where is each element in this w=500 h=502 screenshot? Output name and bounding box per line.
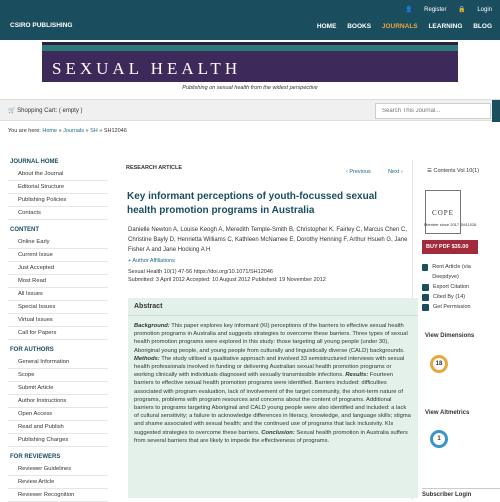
main-nav xyxy=(308,23,492,30)
article-actions xyxy=(422,262,492,312)
cart-label: Shopping Cart: ( empty ) xyxy=(17,108,83,114)
cart-bar xyxy=(0,99,500,121)
abstract-body xyxy=(128,316,418,451)
sidebar-item[interactable]: Call for Papers xyxy=(8,327,108,340)
altmetric-badge[interactable]: 1 xyxy=(430,430,448,448)
dimensions-badge[interactable]: 18 xyxy=(430,355,448,373)
sidebar-item[interactable]: Open Access xyxy=(8,408,108,421)
get-permission-link[interactable] xyxy=(422,302,492,312)
nav-home[interactable]: HOME xyxy=(316,23,337,30)
contents-label: Contents Vol 10(1) xyxy=(433,168,480,174)
search-icon[interactable] xyxy=(492,100,500,122)
article-dates: Submitted: 3 April 2012 Accepted: 10 August 2012 Published: 19 November 2012 xyxy=(128,277,326,283)
journal-tagline: Publishing on sexual health from the widest perspective xyxy=(182,85,318,91)
breadcrumb-journals[interactable]: Journals xyxy=(63,128,84,134)
sidebar-item[interactable]: Contacts xyxy=(8,207,108,220)
article-title: Key informant perceptions of youth-focussed sexual health promotion programs in Australia xyxy=(127,191,378,216)
buy-pdf-button[interactable]: BUY PDF $35.00 xyxy=(422,240,478,254)
sidebar-item[interactable]: Reviewer Recognition xyxy=(8,489,108,502)
nav-learning[interactable]: LEARNING xyxy=(428,23,463,30)
cope-logo[interactable] xyxy=(425,190,461,234)
rent-article-link[interactable] xyxy=(422,262,492,282)
export-label: Export Citation xyxy=(433,284,470,290)
abstract-section-text: Sexual health promotion in Australia suffers from several barriers that are likely to impede the effectiveness of programs. xyxy=(134,429,408,444)
sidebar-item[interactable]: Publishing Policies xyxy=(8,194,108,207)
abstract-section-label: Background: xyxy=(134,323,170,329)
citation-line: Sexual Health 10(1) 47-56 https://doi.org/10.1071/SH12046 xyxy=(128,269,273,275)
sidebar-section-heading[interactable]: JOURNAL HOME xyxy=(10,159,59,165)
next-article-link[interactable]: Next › xyxy=(388,169,403,175)
sidebar-item[interactable]: Reviewer Guidelines xyxy=(8,463,108,476)
next-label: Next xyxy=(388,169,400,175)
article-type: RESEARCH ARTICLE xyxy=(126,165,183,171)
sidebar-item[interactable]: Read and Publish xyxy=(8,421,108,434)
login-link[interactable]: 🔒 Login xyxy=(458,7,492,13)
export-icon xyxy=(422,284,429,291)
abstract-heading: Abstract xyxy=(128,298,418,316)
sidebar-item[interactable]: Just Accepted xyxy=(8,262,108,275)
sidebar-item[interactable]: Submit Article xyxy=(8,382,108,395)
sidebar xyxy=(8,152,108,502)
sidebar-item[interactable]: Editorial Structure xyxy=(8,181,108,194)
breadcrumb: You are here: Home » Journals » SH » SH12046 xyxy=(8,128,127,134)
sidebar-section-heading[interactable]: FOR REVIEWERS xyxy=(10,454,61,460)
article-authors: Danielle Newton A, Louise Keogh A, Meredith Temple-Smith B, Christopher K. Fairley C, Marcus Chen C, Christine Bayly D, Henrietta Williams C, Kathleen McNamee E, Dorothy Henning F, Arthur Hsueh G, Jane Fisher A and Jane Hocking A H xyxy=(128,227,408,253)
breadcrumb-sh[interactable]: SH xyxy=(90,128,98,134)
sidebar-item[interactable]: Review Article xyxy=(8,476,108,489)
sidebar-section-heading[interactable]: FOR AUTHORS xyxy=(10,347,54,353)
cope-caption: Member since 2017 JM11026 xyxy=(424,222,477,227)
nav-books[interactable]: BOOKS xyxy=(347,23,372,30)
cope-text: COPE xyxy=(432,209,454,217)
dimensions-heading: View Dimensions xyxy=(425,333,475,339)
banner-stripe xyxy=(42,45,458,51)
sidebar-item[interactable]: About the Journal xyxy=(8,168,108,181)
nav-blog[interactable]: BLOG xyxy=(473,23,492,30)
article-citation xyxy=(128,268,326,284)
sidebar-item[interactable]: Author Instructions xyxy=(8,395,108,408)
sidebar-item[interactable]: Most Read xyxy=(8,275,108,288)
journal-banner[interactable] xyxy=(42,42,458,82)
sidebar-item[interactable]: Publishing Charges xyxy=(8,434,108,447)
permission-label: Get Permission xyxy=(433,304,471,310)
abstract-section-label: Results: xyxy=(345,372,369,379)
shopping-cart-link[interactable]: 🛒 Shopping Cart: ( empty ) xyxy=(8,108,83,114)
cited-by-label: Cited By (14) xyxy=(433,294,466,300)
abstract-section-label: Methods: xyxy=(134,355,160,362)
permission-icon xyxy=(422,304,429,311)
cited-by-icon xyxy=(422,294,429,301)
journal-title: SEXUAL HEALTH xyxy=(52,59,242,78)
abstract-panel xyxy=(128,298,418,498)
cited-by-link[interactable] xyxy=(422,292,492,302)
sidebar-item[interactable]: General Information xyxy=(8,356,108,369)
breadcrumb-home[interactable]: Home xyxy=(42,128,58,134)
sidebar-item[interactable]: All Issues xyxy=(8,288,108,301)
altmetrics-heading: View Altmetrics xyxy=(425,410,470,416)
register-label: Register xyxy=(424,7,447,13)
export-citation-link[interactable] xyxy=(422,282,492,292)
rent-label: Rent Article (via Deepdyve) xyxy=(432,264,471,280)
abstract-section-text: Fourteen barriers to effective sexual health promotion programs were identified. Barriers included: difficulties associated with program evaluation, lack of involvement of the target community, the short-term nature of programs, problems with program resources and concerns about the content of programs. Additional barriers to programs targeting Aboriginal and CALD young people were also identified and included: a lack of cultural sensitivity; a failure to acknowledge differences in literacy, knowledge, and language skills; stigma and shame associated with sexual health; and the continued use of programs that lack inclusivity. KIs suggested strategies to overcome these barriers. xyxy=(134,372,411,436)
login-label: Login xyxy=(477,7,492,13)
previous-article-link[interactable]: ‹ Previous xyxy=(346,169,371,175)
abstract-section-text: The study utilised a qualitative approach and involved 33 semistructured interviews with sexual health professionals involved in funding or delivering Australian sexual health promotion programs or working clinically with individuals diagnosed with sexually transmissible infections. xyxy=(134,355,405,379)
sidebar-item[interactable]: Current Issue xyxy=(8,249,108,262)
utility-links xyxy=(395,6,492,13)
sidebar-item[interactable]: Online Early xyxy=(8,236,108,249)
rent-icon xyxy=(422,264,428,271)
site-brand[interactable]: CSIRO PUBLISHING xyxy=(10,22,73,29)
breadcrumb-prefix: You are here: xyxy=(8,128,41,134)
nav-journals[interactable]: JOURNALS xyxy=(381,23,418,30)
contents-link[interactable]: ☰ Contents Vol 10(1) xyxy=(427,168,480,174)
sidebar-item[interactable]: Special Issues xyxy=(8,301,108,314)
sidebar-item[interactable]: Scope xyxy=(8,369,108,382)
site-header xyxy=(0,0,500,40)
breadcrumb-current: SH12046 xyxy=(103,128,127,134)
journal-search-input[interactable] xyxy=(375,103,491,119)
register-link[interactable]: 👤 Register xyxy=(405,7,447,13)
sidebar-item[interactable]: Virtual Issues xyxy=(8,314,108,327)
abstract-section-text: This paper explores key informant (KI) perceptions of the barriers to effective sexual health promotion programs in Australia and suggests strategies to overcome these barriers. Three types of sexual health promotion programs were explored in this study: those targeting all young people (under 30), Aboriginal young people, and young people from culturally and linguistically diverse (CALD) backgrounds. xyxy=(134,323,408,354)
abstract-section-label: Conclusion: xyxy=(261,429,295,436)
author-affiliations-toggle[interactable]: + Author Affiliations xyxy=(128,258,175,264)
previous-label: Previous xyxy=(349,169,371,175)
sidebar-section-heading[interactable]: CONTENT xyxy=(10,227,39,233)
subscriber-login-heading: Subscriber Login xyxy=(422,488,500,498)
